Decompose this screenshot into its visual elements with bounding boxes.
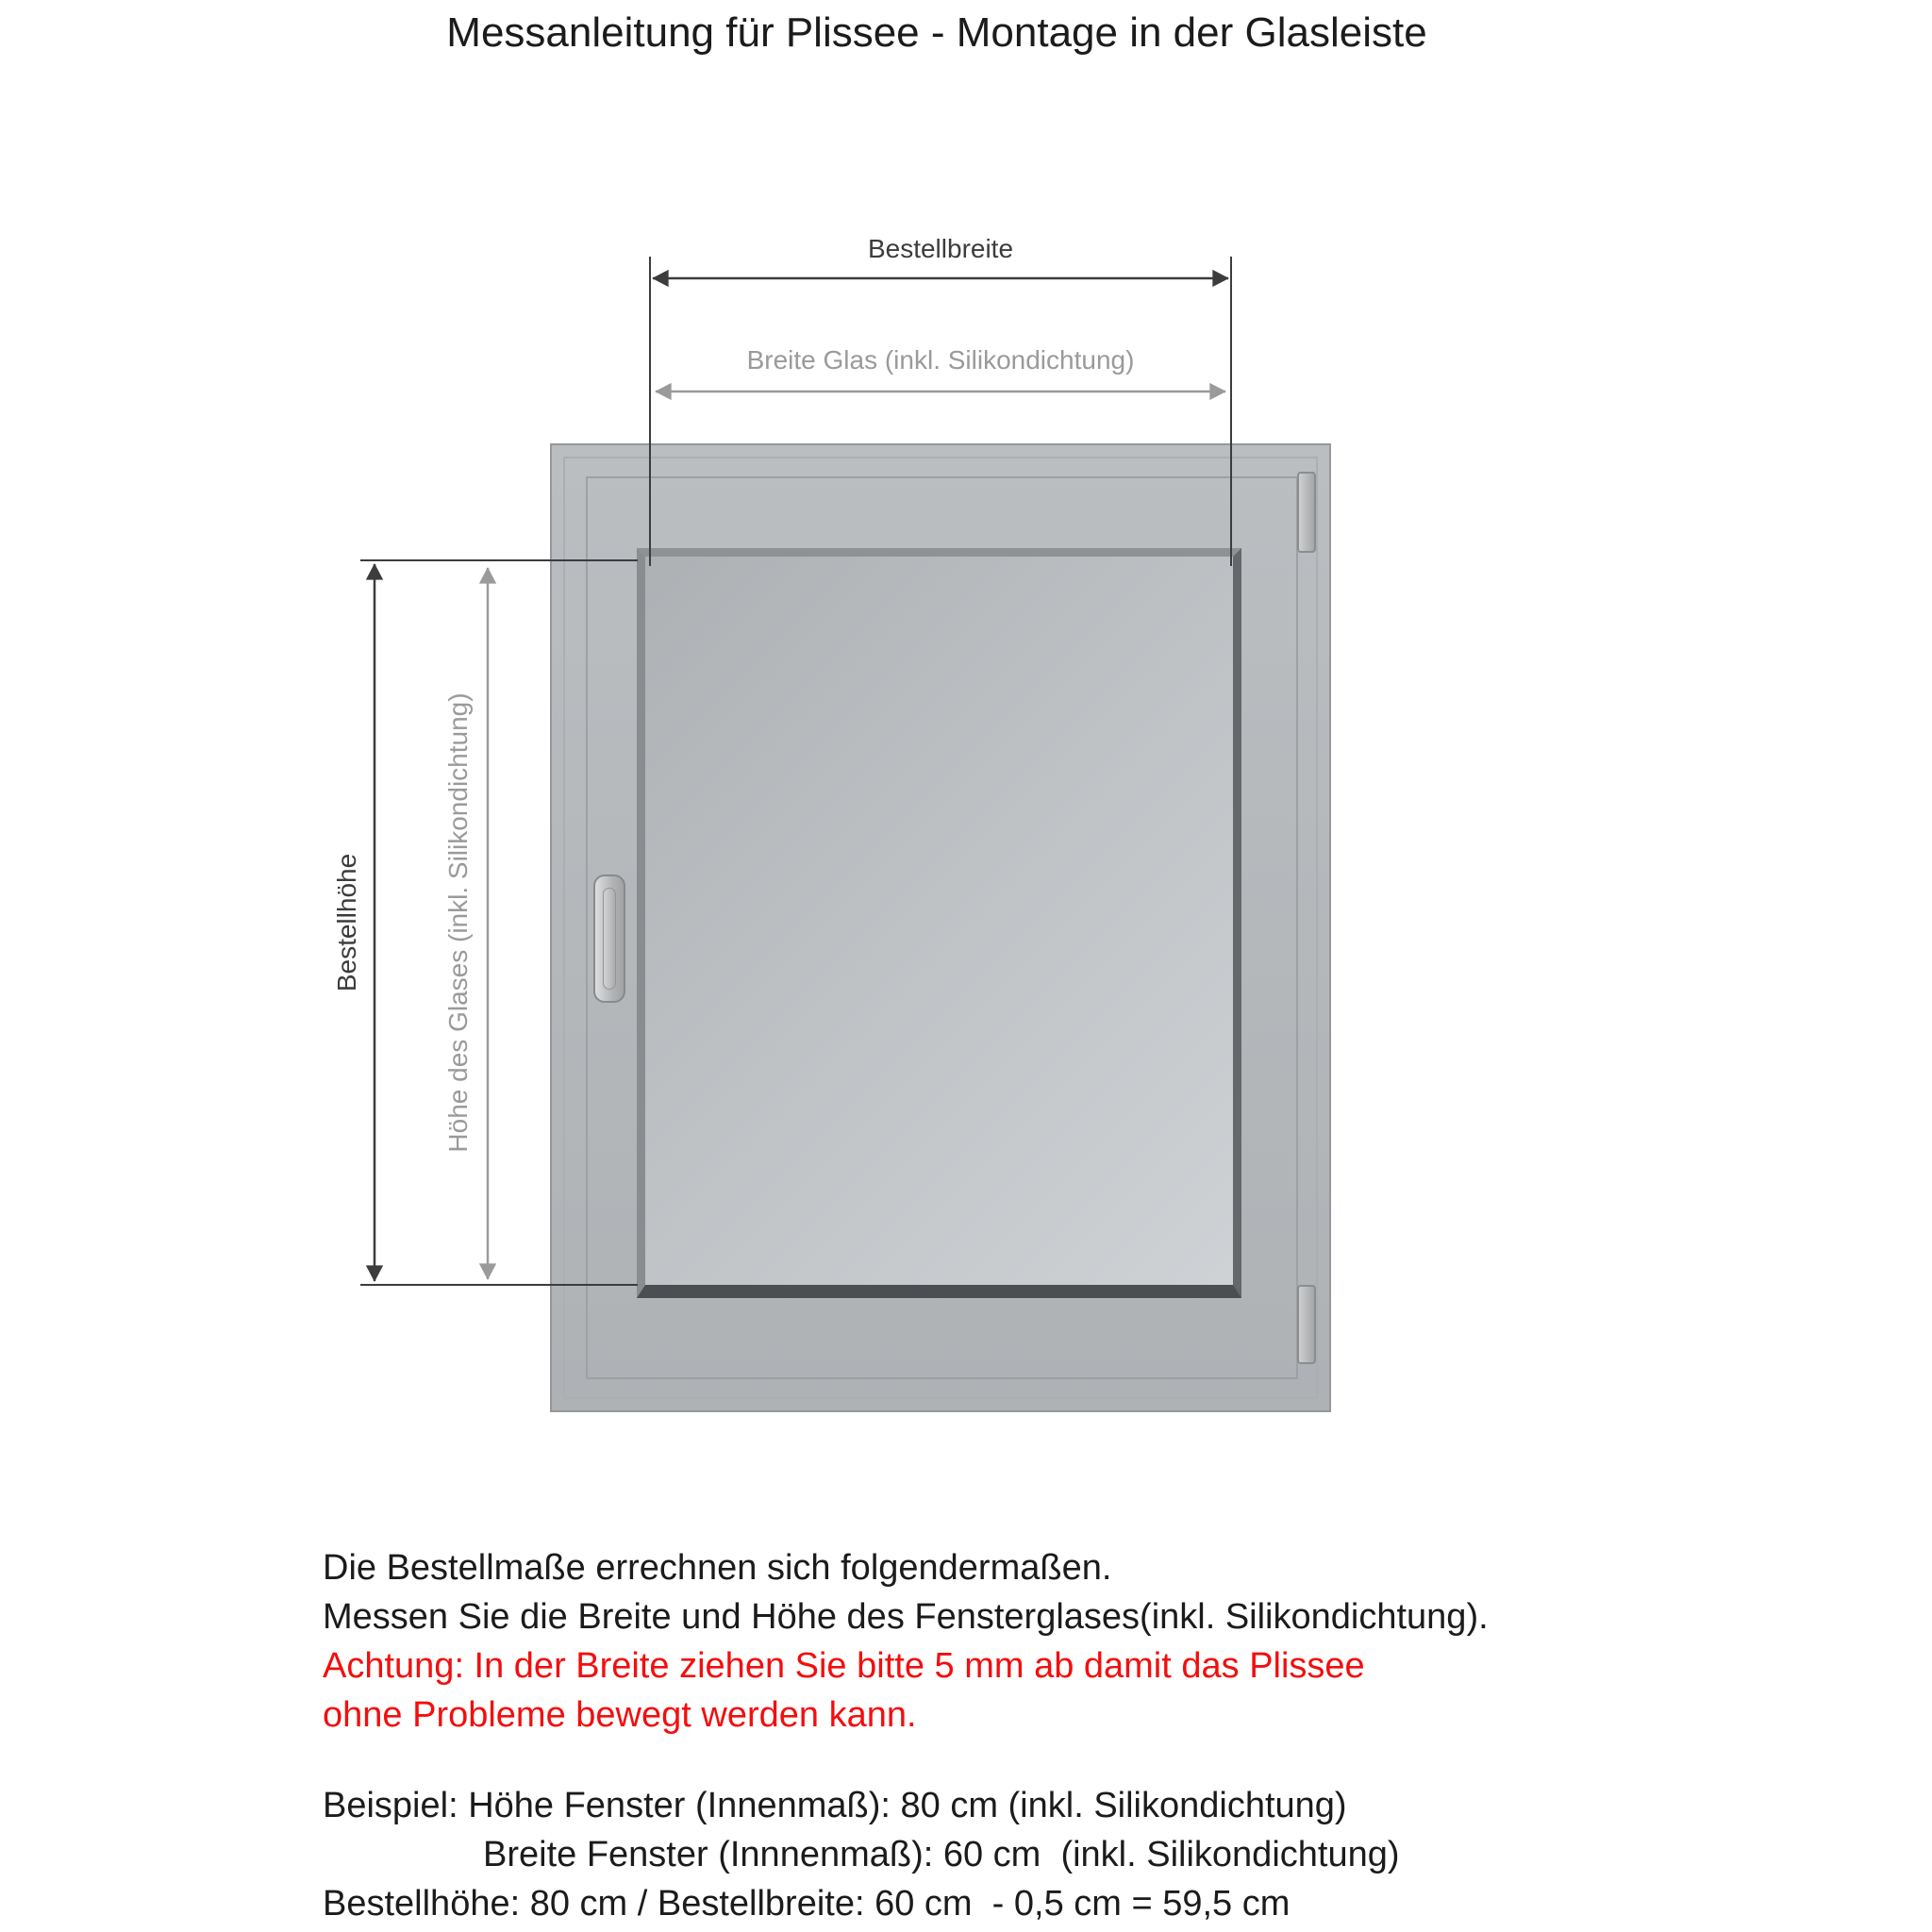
example-line: Bestellhöhe: 80 cm / Bestellbreite: 60 cm - 0,5 cm = 59,5 cm (323, 1884, 1291, 1924)
instruction-intro-line: Die Bestellmaße errechnen sich folgendermaßen. (323, 1548, 1112, 1588)
window-handle-grip (603, 888, 616, 990)
window-illustration (550, 443, 1331, 1412)
instruction-intro-line: Messen Sie die Breite und Höhe des Fensterglases(inkl. Silikondichtung). (323, 1597, 1489, 1637)
label-order-width: Bestellbreite (867, 234, 1014, 263)
label-glass-width: Breite Glas (inkl. Silikondichtung) (746, 345, 1135, 375)
window-hinge-bottom (1297, 1285, 1316, 1364)
window-hinge-top (1297, 472, 1316, 553)
window-handle (593, 874, 625, 1003)
label-glass-height: Höhe des Glases (inkl. Silikondichtung) (443, 692, 473, 1153)
window-glass (637, 548, 1241, 1298)
warning-line: ohne Probleme bewegt werden kann. (323, 1695, 917, 1735)
page-title: Messanleitung für Plissee - Montage in der Glasleiste (446, 9, 1427, 56)
label-order-height: Bestellhöhe (332, 853, 361, 992)
instructions-block (323, 1543, 1489, 1928)
example-line: Beispiel: Höhe Fenster (Innenmaß): 80 cm (inkl. Silikondichtung) (323, 1786, 1347, 1825)
example-line: Breite Fenster (Innnenmaß): 60 cm (inkl. Silikondichtung) (483, 1835, 1400, 1874)
warning-line: Achtung: In der Breite ziehen Sie bitte 5 mm ab damit das Plissee (323, 1646, 1365, 1686)
